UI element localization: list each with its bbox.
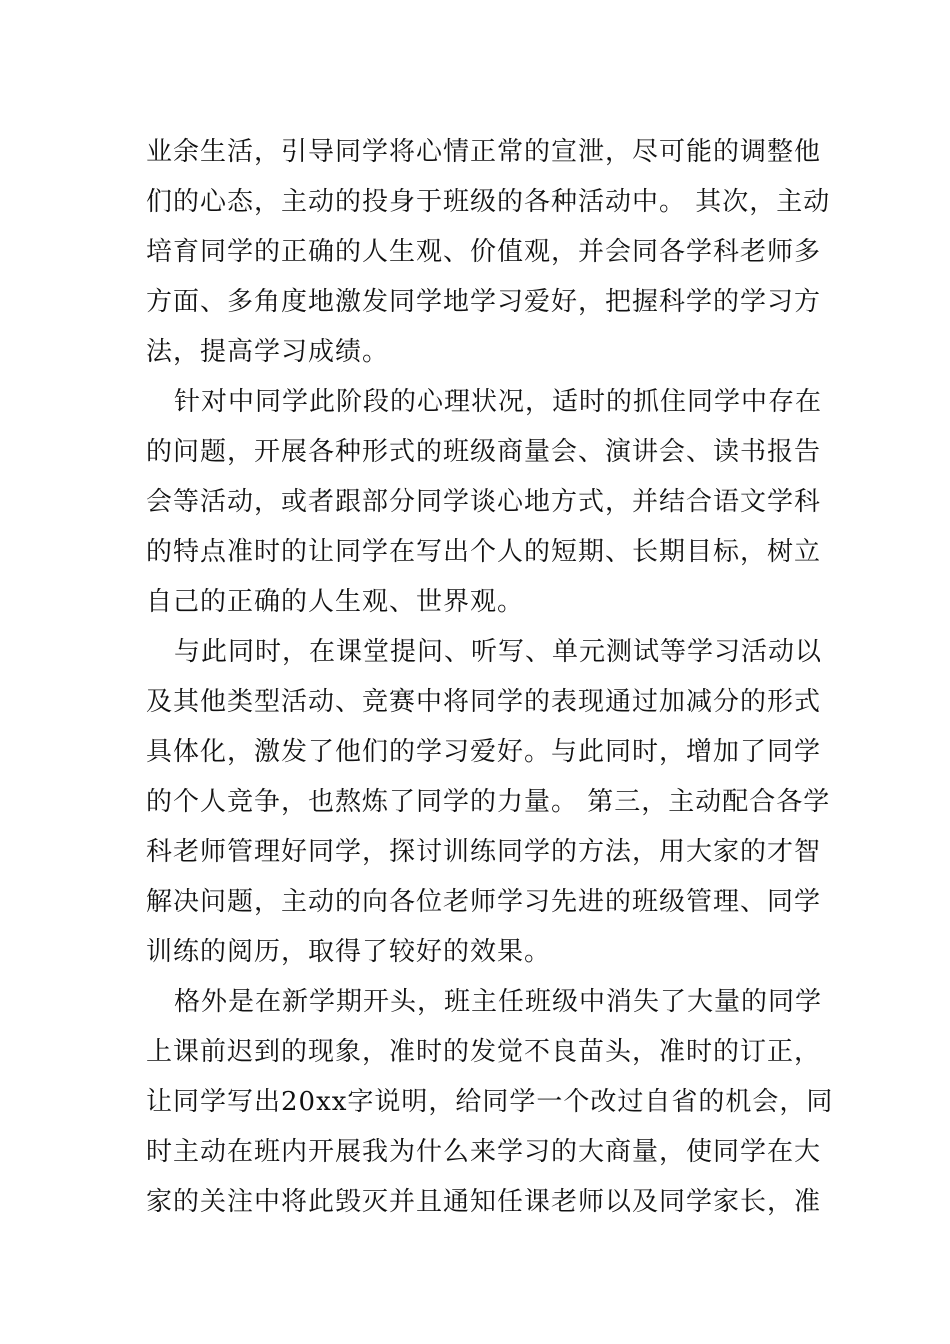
text-line: 让同学写出20xx字说明，给同学一个改过自省的机会，同 [146, 1087, 834, 1117]
text-line: 及其他类型活动、竞赛中将同学的表现通过加减分的形式 [146, 687, 822, 717]
text-line: 具体化，激发了他们的学习爱好。与此同时，增加了同学 [146, 737, 822, 767]
text-line: 的个人竞争，也熬炼了同学的力量。 第三，主动配合各学 [146, 787, 831, 817]
text-line: 方面、多角度地激发同学地学习爱好，把握科学的学习方 [146, 287, 822, 317]
text-line: 自己的正确的人生观、世界观。 [146, 587, 525, 617]
text-line: 上课前迟到的现象，准时的发觉不良苗头，准时的订正， [146, 1037, 822, 1067]
text-line: 的特点准时的让同学在写出个人的短期、长期目标，树立 [146, 537, 822, 567]
paragraph-4 [146, 977, 834, 1227]
text-line: 时主动在班内开展我为什么来学习的大商量，使同学在大 [146, 1137, 822, 1167]
text-line: 家的关注中将此毁灭并且通知任课老师以及同学家长，准 [146, 1187, 822, 1217]
text-line: 格外是在新学期开头，班主任班级中消失了大量的同学 [174, 987, 823, 1017]
text-line: 法，提高学习成绩。 [146, 337, 390, 367]
text-line: 们的心态，主动的投身于班级的各种活动中。 其次，主动 [146, 187, 831, 217]
text-line: 培育同学的正确的人生观、价值观，并会同各学科老师多 [146, 237, 822, 267]
text-line: 的问题，开展各种形式的班级商量会、演讲会、读书报告 [146, 437, 822, 467]
text-line: 科老师管理好同学，探讨训练同学的方法，用大家的才智 [146, 837, 822, 867]
text-line: 业余生活，引导同学将心情正常的宣泄，尽可能的调整他 [146, 137, 822, 167]
paragraph-3 [146, 627, 831, 977]
paragraph-2 [146, 377, 823, 627]
text-line: 训练的阅历，取得了较好的效果。 [146, 937, 552, 967]
paragraph-1 [146, 127, 831, 377]
text-line: 针对中同学此阶段的心理状况，适时的抓住同学中存在 [174, 387, 823, 417]
document-body [146, 127, 834, 1227]
text-line: 与此同时，在课堂提问、听写、单元测试等学习活动以 [174, 637, 823, 667]
text-line: 会等活动，或者跟部分同学谈心地方式，并结合语文学科 [146, 487, 822, 517]
text-line: 解决问题，主动的向各位老师学习先进的班级管理、同学 [146, 887, 822, 917]
